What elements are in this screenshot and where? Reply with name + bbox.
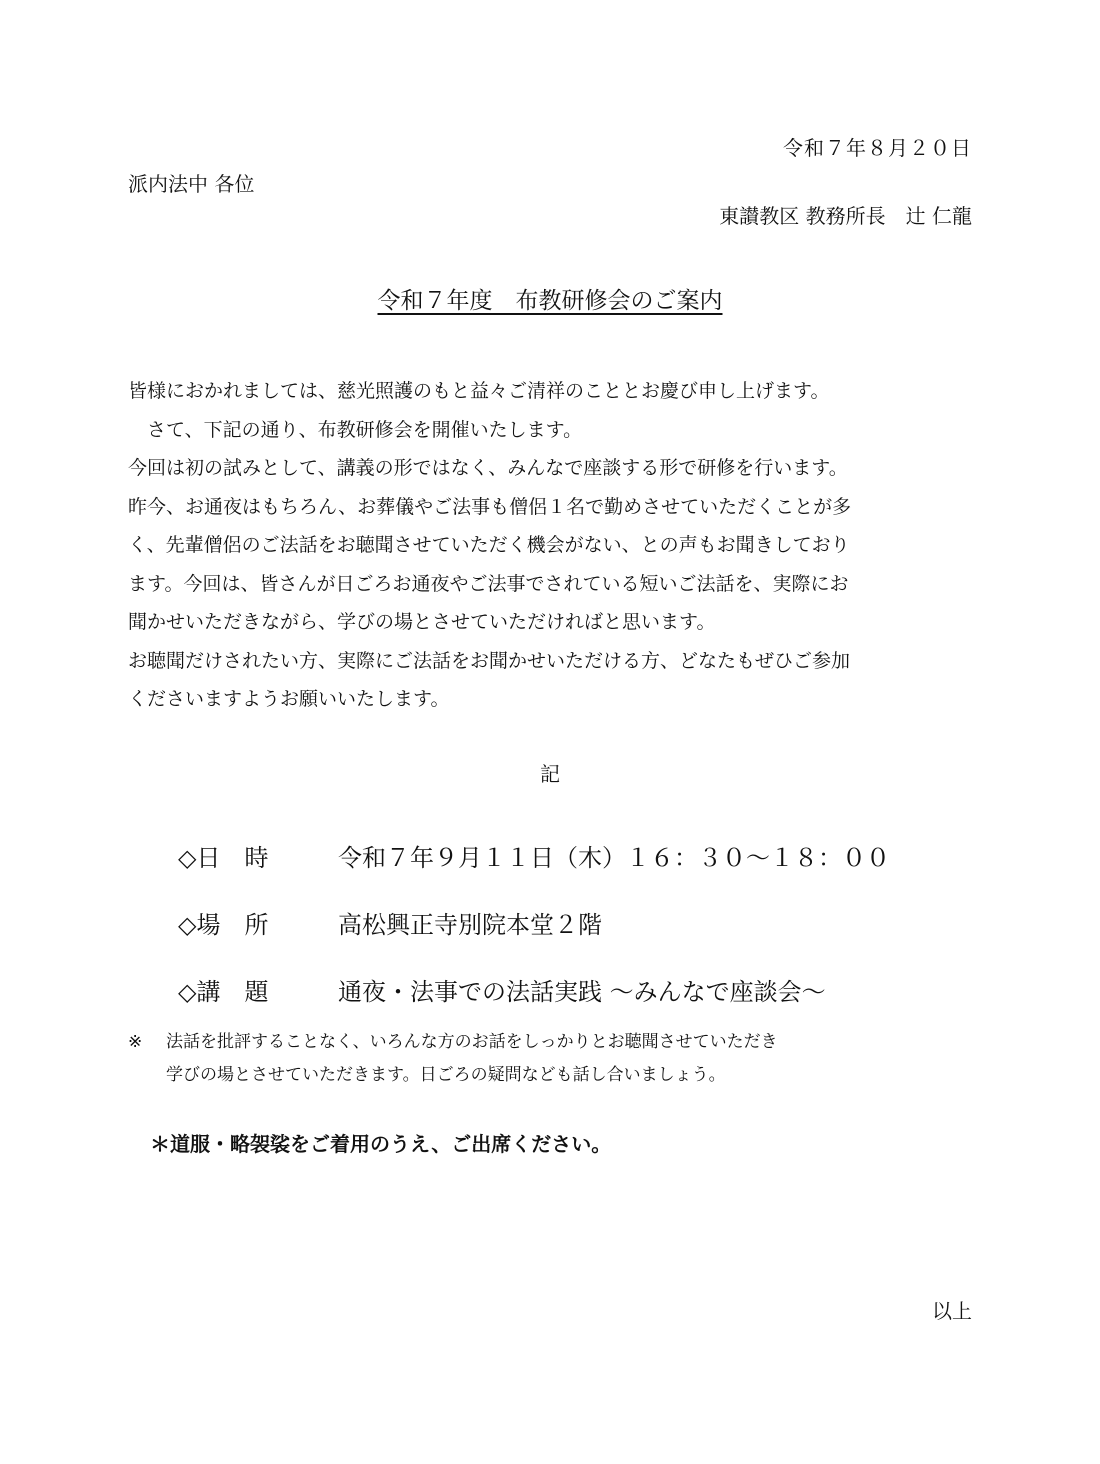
note	[128, 1026, 778, 1092]
closing-word: 以上	[932, 1299, 972, 1323]
document-title: 令和７年度 布教研修会のご案内	[377, 288, 723, 314]
body-line: 昨今、お通夜はもちろん、お葬儀やご法事も僧侶１名で勤めさせていただくことが多	[128, 495, 852, 518]
detail-label: ◇場 所	[178, 911, 269, 939]
addressee: 派内法中 各位	[128, 172, 255, 196]
note-line: 学びの場とさせていただきます。日ごろの疑問なども話し合いましょう。	[166, 1065, 726, 1085]
detail-value: 通夜・法事での法話実践 ～みんなで座談会～	[338, 978, 826, 1006]
note-line: 法話を批評することなく、いろんな方のお話をしっかりとお聴聞させていただき	[166, 1032, 778, 1052]
detail-datetime	[178, 838, 890, 873]
detail-value: 高松興正寺別院本堂２階	[338, 911, 602, 939]
body-line: お聴聞だけされたい方、実際にご法話をお聞かせいただける方、どなたもぜひご参加	[128, 649, 851, 672]
attire-notice: ＊道服・略袈裟をご着用のうえ、ご出席ください。	[150, 1132, 612, 1156]
detail-value: 令和７年９月１１日（木）１６：３０～１８：００	[338, 844, 890, 872]
body-paragraph	[128, 372, 988, 719]
body-line: ます。今回は、皆さんが日ごろお通夜やご法事でされている短いご法話を、実際にお	[128, 572, 849, 595]
detail-venue	[178, 905, 602, 940]
document-date: 令和７年８月２０日	[783, 136, 972, 160]
body-line: く、先輩僧侶のご法話をお聴聞させていただく機会がない、との声もお聞きしており	[128, 534, 850, 556]
detail-label: ◇日 時	[178, 844, 269, 872]
ki-heading: 記	[540, 762, 560, 786]
detail-label: ◇講 題	[178, 978, 269, 1006]
body-line: 皆様におかれましては、慈光照護のもと益々ご清祥のこととお慶び申し上げます。	[128, 380, 830, 402]
detail-topic	[178, 972, 826, 1007]
body-line: 聞かせいただきながら、学びの場とさせていただければと思います。	[128, 611, 716, 633]
body-line: 今回は初の試みとして、講義の形ではなく、みんなで座談する形で研修を行います。	[128, 457, 848, 479]
body-line: さて、下記の通り、布教研修会を開催いたします。	[128, 418, 583, 441]
body-line: くださいますようお願いいたします。	[128, 688, 450, 710]
sender: 東讃教区 教務所長 辻 仁龍	[719, 204, 972, 228]
note-mark: ※	[128, 1032, 143, 1052]
